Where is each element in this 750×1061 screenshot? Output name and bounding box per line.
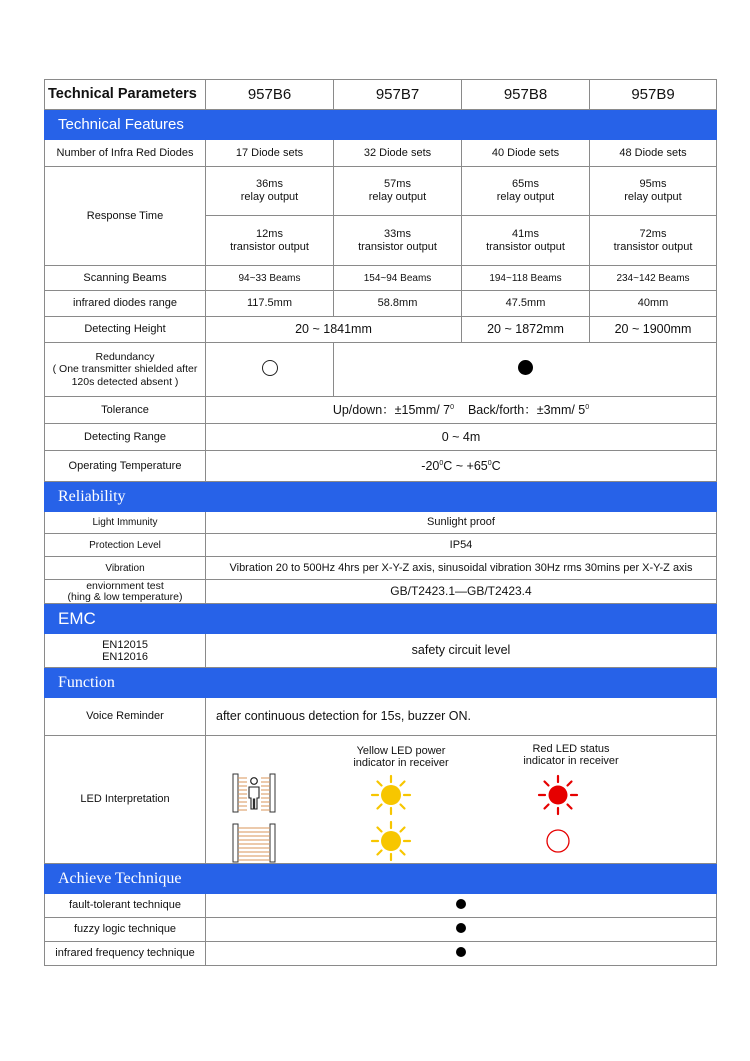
section-function bbox=[45, 668, 717, 698]
cell: 20 ~ 1872mm bbox=[462, 317, 590, 343]
backforth: Back/forth：±3mm/ 5 bbox=[467, 402, 586, 417]
cell bbox=[206, 167, 334, 216]
section-title: Achieve Technique bbox=[45, 864, 717, 894]
red-led-caption bbox=[506, 743, 636, 767]
cell bbox=[334, 343, 717, 397]
row-tolerance bbox=[45, 397, 717, 424]
row-protection bbox=[45, 534, 717, 557]
cell bbox=[206, 397, 717, 424]
row-label: Operating Temperature bbox=[45, 451, 206, 482]
cell bbox=[334, 216, 462, 266]
note: 120s detected absent ) bbox=[71, 375, 179, 388]
cell: 40 Diode sets bbox=[462, 140, 590, 167]
section-title: EMC bbox=[45, 604, 717, 634]
caption-line: Yellow LED power bbox=[356, 745, 446, 757]
yellow-led-on-icon bbox=[370, 774, 412, 816]
value: 12ms bbox=[256, 227, 283, 240]
cell: 194~118 Beams bbox=[462, 266, 590, 291]
model-957b9: 957B9 bbox=[590, 80, 717, 110]
row-redundancy bbox=[45, 343, 717, 397]
cell: safety circuit level bbox=[206, 634, 717, 668]
filled-dot-icon bbox=[456, 899, 466, 909]
value: 41ms bbox=[512, 227, 539, 240]
section-emc bbox=[45, 604, 717, 634]
note: ( One transmitter shielded after bbox=[52, 363, 198, 376]
temp-low: -20 bbox=[421, 458, 440, 473]
value: 36ms bbox=[256, 178, 283, 190]
value: 95ms bbox=[639, 178, 667, 190]
degree: 0 bbox=[450, 403, 455, 411]
row-environment bbox=[45, 580, 717, 604]
light-curtain-person-icon bbox=[232, 773, 276, 813]
row-temperature bbox=[45, 451, 717, 482]
cell bbox=[206, 343, 334, 397]
row-response-relay bbox=[45, 167, 717, 216]
cell: after continuous detection for 15s, buzzer ON. bbox=[206, 698, 717, 736]
row-label: Detecting Range bbox=[45, 424, 206, 451]
row-light-immunity bbox=[45, 512, 717, 534]
degree: 0 bbox=[487, 459, 492, 467]
row-label bbox=[45, 343, 206, 397]
cell: GB/T2423.1—GB/T2423.4 bbox=[206, 580, 717, 604]
temp-end: C bbox=[491, 458, 501, 473]
row-label: Scanning Beams bbox=[45, 266, 206, 291]
model-957b8: 957B8 bbox=[462, 80, 590, 110]
cell: 48 Diode sets bbox=[590, 140, 717, 167]
unit: transistor output bbox=[486, 240, 565, 253]
spec-table bbox=[44, 79, 717, 966]
cell bbox=[590, 167, 717, 216]
section-reliability bbox=[45, 482, 717, 512]
row-label: Tolerance bbox=[45, 397, 206, 424]
red-led-off-icon bbox=[545, 828, 571, 854]
row-label: Detecting Height bbox=[45, 317, 206, 343]
row-label: Light Immunity bbox=[45, 512, 206, 534]
row-beams bbox=[45, 266, 717, 291]
cell bbox=[334, 167, 462, 216]
cell bbox=[206, 894, 717, 918]
unit: relay output bbox=[624, 191, 682, 203]
row-voice bbox=[45, 698, 717, 736]
cell: 117.5mm bbox=[206, 291, 334, 317]
model-957b7: 957B7 bbox=[334, 80, 462, 110]
temp-mid: C ~ +65 bbox=[443, 458, 488, 473]
label: enviornment test bbox=[86, 579, 164, 592]
unit: transistor output bbox=[230, 240, 309, 253]
filled-circle-icon bbox=[518, 360, 533, 375]
degree: 0 bbox=[585, 403, 590, 411]
unit: relay output bbox=[496, 191, 555, 203]
cell bbox=[462, 216, 590, 266]
cell: Sunlight proof bbox=[206, 512, 717, 534]
value: 72ms bbox=[639, 227, 667, 240]
cell: 0 ~ 4m bbox=[206, 424, 717, 451]
cell bbox=[206, 942, 717, 966]
cell bbox=[462, 167, 590, 216]
unit: transistor output bbox=[613, 240, 693, 253]
label: Redundancy bbox=[95, 350, 155, 363]
unit: relay output bbox=[240, 191, 299, 203]
row-label bbox=[45, 634, 206, 668]
row-detecting-range bbox=[45, 424, 717, 451]
spec-sheet bbox=[44, 79, 716, 966]
updown: Up/down：±15mm/ 7 bbox=[332, 402, 451, 417]
row-label: Number of Infra Red Diodes bbox=[45, 140, 206, 167]
row-label: Voice Reminder bbox=[45, 698, 206, 736]
cell: 58.8mm bbox=[334, 291, 462, 317]
cell bbox=[206, 918, 717, 942]
unit: transistor output bbox=[358, 240, 437, 253]
row-led bbox=[45, 736, 717, 864]
cell bbox=[590, 216, 717, 266]
section-title: Function bbox=[45, 668, 717, 698]
table-title: Technical Parameters bbox=[45, 80, 206, 110]
cell bbox=[206, 216, 334, 266]
filled-dot-icon bbox=[456, 923, 466, 933]
led-interpretation-cell bbox=[206, 736, 717, 864]
row-technique bbox=[45, 894, 717, 918]
cell: 94~33 Beams bbox=[206, 266, 334, 291]
value: 65ms bbox=[512, 178, 539, 190]
row-label: infrared frequency technique bbox=[45, 942, 206, 966]
caption-line: indicator in receiver bbox=[353, 757, 449, 769]
cell: 40mm bbox=[590, 291, 717, 317]
cell: 20 ~ 1900mm bbox=[590, 317, 717, 343]
filled-dot-icon bbox=[456, 947, 466, 957]
open-circle-icon bbox=[262, 360, 278, 376]
row-label: fuzzy logic technique bbox=[45, 918, 206, 942]
cell bbox=[206, 451, 717, 482]
row-label: Protection Level bbox=[45, 534, 206, 557]
row-vibration bbox=[45, 557, 717, 580]
cell: IP54 bbox=[206, 534, 717, 557]
value: 57ms bbox=[384, 178, 411, 190]
row-label: infrared diodes range bbox=[45, 291, 206, 317]
row-technique bbox=[45, 918, 717, 942]
label: EN12016 bbox=[102, 650, 148, 663]
section-technical-features bbox=[45, 110, 717, 140]
cell: 234~142 Beams bbox=[590, 266, 717, 291]
cell: 47.5mm bbox=[462, 291, 590, 317]
section-title: Reliability bbox=[45, 482, 717, 512]
red-led-on-icon bbox=[537, 774, 579, 816]
row-emc bbox=[45, 634, 717, 668]
model-957b6: 957B6 bbox=[206, 80, 334, 110]
section-achieve-technique bbox=[45, 864, 717, 894]
row-label: LED Interpretation bbox=[45, 736, 206, 864]
row-diode-range bbox=[45, 291, 717, 317]
yellow-led-on-icon bbox=[370, 820, 412, 862]
yellow-led-caption bbox=[336, 745, 466, 769]
row-label: Vibration bbox=[45, 557, 206, 580]
cell: Vibration 20 to 500Hz 4hrs per X-Y-Z axis, sinusoidal vibration 30Hz rms 30mins per X-Y-Z axis bbox=[206, 557, 717, 580]
caption-line: Red LED status bbox=[532, 743, 610, 755]
row-technique bbox=[45, 942, 717, 966]
row-detecting-height bbox=[45, 317, 717, 343]
header-row bbox=[45, 80, 717, 110]
cell: 20 ~ 1841mm bbox=[206, 317, 462, 343]
row-diodes bbox=[45, 140, 717, 167]
cell: 32 Diode sets bbox=[334, 140, 462, 167]
value: 33ms bbox=[384, 227, 411, 240]
section-title: Technical Features bbox=[45, 110, 717, 140]
unit: relay output bbox=[368, 191, 427, 203]
cell: 17 Diode sets bbox=[206, 140, 334, 167]
row-label: Response Time bbox=[45, 167, 206, 266]
cell: 154~94 Beams bbox=[334, 266, 462, 291]
row-label: fault-tolerant technique bbox=[45, 894, 206, 918]
label: (hing & low temperature) bbox=[67, 590, 183, 603]
caption-line: indicator in receiver bbox=[523, 755, 619, 767]
degree: 0 bbox=[439, 459, 444, 467]
row-label bbox=[45, 580, 206, 604]
label: EN12015 bbox=[102, 638, 148, 651]
light-curtain-clear-icon bbox=[232, 823, 276, 863]
